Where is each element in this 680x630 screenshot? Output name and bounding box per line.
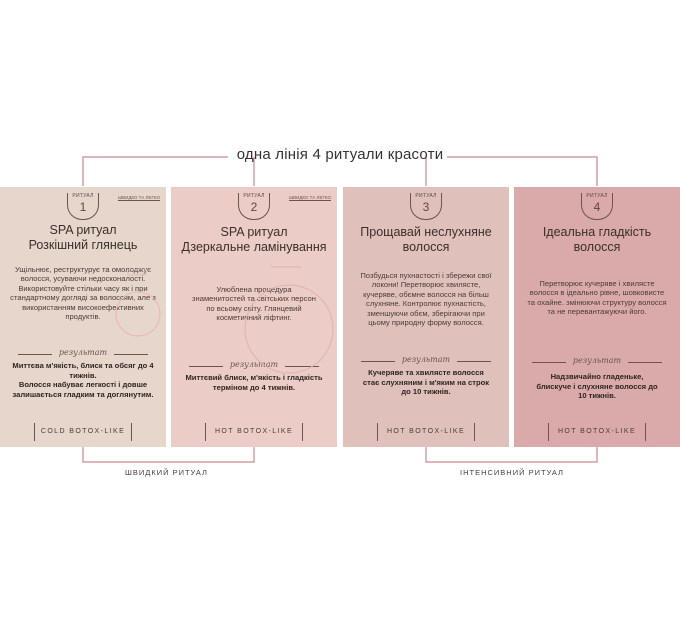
card-description: Перетворює кучеряве і хвилясте волосся в ідеально рівне, шовковисте та охайне. змінюючи структуру волосся та не перевантажуючи його. <box>527 279 667 317</box>
result-label: результат <box>18 348 148 357</box>
card-header: Прощавай неслухняне волосся <box>360 225 492 254</box>
ritual-number-badge: РИТУАЛ 4 <box>581 193 613 220</box>
result-label: результат <box>532 356 662 365</box>
intensive-ritual-label: ІНТЕНСИВНИЙ РИТУАЛ <box>460 468 564 477</box>
page-title: одна лінія 4 ритуали красоти <box>236 146 444 163</box>
ritual-number-badge: РИТУАЛ 3 <box>410 193 442 220</box>
hot-botox-button[interactable]: HOT BOTOX-LIKE <box>548 423 646 441</box>
ritual-card-3[interactable] <box>343 187 509 447</box>
card-description: Ущільнює, реструктурує та омолоджує волосся, усуваючи недосконалості. Використовуйте стільки часу як і при стандартному догляді за волоссям, але з використанням високоефективних продуктів. <box>10 265 156 322</box>
result-text: Миттєвий блиск, м'якість і гладкість терміном до 4 тижнів. <box>185 373 323 392</box>
result-label: результат <box>361 355 491 364</box>
quick-ritual-label: ШВИДКИЙ РИТУАЛ <box>125 468 208 477</box>
ritual-number-badge: РИТУАЛ 1 <box>67 193 99 220</box>
card-description: Улюблена процедура знаменитостей та світських персон по всьому світу. Глянцевий косметичний ліфтинг. <box>192 285 316 323</box>
ritual-number-badge: РИТУАЛ 2 <box>238 193 270 220</box>
speed-tag: ШВИДКО ТА ЛЕГКО <box>288 195 331 200</box>
card-header: SPA ритуал Розкішний глянець <box>28 223 138 252</box>
hot-botox-button[interactable]: HOT BOTOX-LIKE <box>205 423 303 441</box>
card-header: Ідеальна гладкість волосся <box>542 225 652 254</box>
cold-botox-button[interactable]: COLD BOTOX-LIKE <box>34 423 132 441</box>
result-label: результат <box>189 360 319 369</box>
hot-botox-button[interactable]: HOT BOTOX-LIKE <box>377 423 475 441</box>
speed-tag: ШВИДКО ТА ЛЕГКО <box>117 195 160 200</box>
ritual-card-1[interactable] <box>0 187 166 447</box>
result-text: Миттєва м'якість, блиск та обсяг до 4 тижнів. Волосся набуває легкості і довше залишається гладким та доглянутим. <box>12 361 154 399</box>
result-text: Кучеряве та хвилясте волосся стає слухняним і м'яким на строк до 10 тижнів. <box>362 368 490 397</box>
ritual-card-2[interactable] <box>171 187 337 447</box>
card-header: SPA ритуал Дзеркальне ламінування <box>181 225 327 254</box>
result-text: Надзвичайно гладеньке, блискуче і слухняне волосся до 10 тижнів. <box>536 372 658 401</box>
card-description: Позбудься пухнастості і збережи свої локони! Перетворює хвилясте, кучеряве, обємне волосся на більш слухняне. Контролює пухнастість, зменшуючи обєм, зберігаючи при цьому природну форму волосся. <box>360 271 492 328</box>
ritual-card-4[interactable] <box>514 187 680 447</box>
